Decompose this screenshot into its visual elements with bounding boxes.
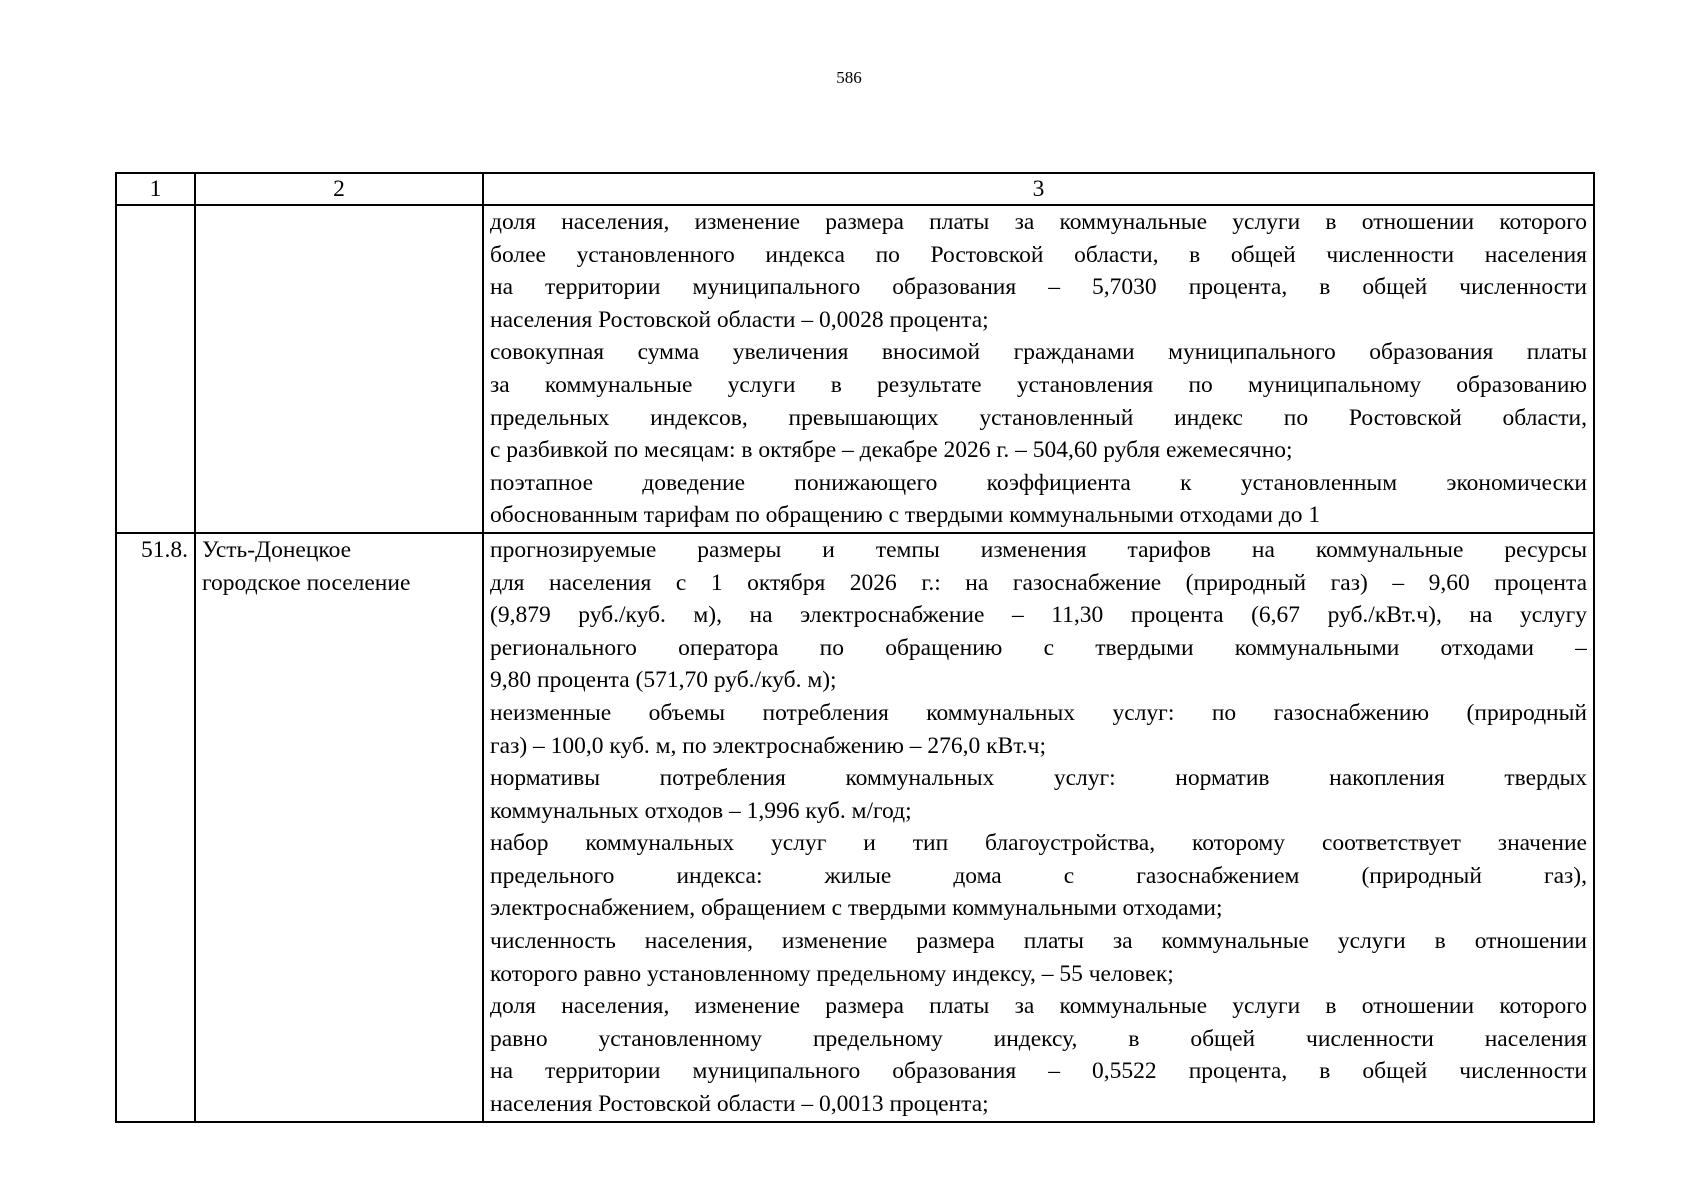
text-line: прогнозируемые размеры и темпы изменения тарифов на коммунальные ресурсы xyxy=(490,536,1587,563)
paragraph xyxy=(490,990,1587,1120)
text-line: равно установленному предельному индексу, в общей численности населения xyxy=(490,1025,1587,1052)
text-line: за коммунальные услуги в результате установления по муниципальному образованию xyxy=(490,371,1587,398)
text-line: газ) – 100,0 куб. м, по электроснабжению – 276,0 кВт.ч; xyxy=(490,732,1046,759)
text-line: численность населения, изменение размера платы за коммунальные услуги в отношении xyxy=(490,928,1587,955)
municipality-name-line: Усть-Донецкое xyxy=(202,536,352,563)
description-cell xyxy=(483,533,1594,1122)
municipality-name-cell xyxy=(195,205,483,533)
text-line: коммунальных отходов – 1,996 куб. м/год; xyxy=(490,797,912,824)
text-line: (9,879 руб./куб. м), на электроснабжение – 11,30 процента (6,67 руб./кВт.ч), на услугу xyxy=(490,602,1587,629)
text-line: совокупная сумма увеличения вносимой гражданами муниципального образования платы xyxy=(490,339,1587,366)
row-number-cell xyxy=(116,205,195,533)
paragraph xyxy=(490,827,1587,925)
page-number: 586 xyxy=(836,68,862,87)
text-line: доля населения, изменение размера платы за коммунальные услуги в отношении которого xyxy=(490,209,1587,235)
text-line: которого равно установленному предельному индексу, – 55 человек; xyxy=(490,960,1174,987)
text-line: более установленного индекса по Ростовской области, в общей численности населения xyxy=(490,241,1587,268)
text-line: набор коммунальных услуг и тип благоустройства, которому соответствует значение xyxy=(490,830,1587,857)
document-table xyxy=(115,172,1595,1123)
text-line: обоснованным тарифам по обращению с твердыми коммунальными отходами до 1 xyxy=(490,502,1321,529)
text-line: на территории муниципального образования – 0,5522 процента, в общей численности xyxy=(490,1058,1587,1085)
paragraph xyxy=(490,762,1587,827)
table-row xyxy=(116,205,1594,533)
header-col-2: 2 xyxy=(195,173,483,205)
paragraph xyxy=(490,534,1587,697)
text-line: на территории муниципального образования – 5,7030 процента, в общей численности xyxy=(490,274,1587,301)
paragraph xyxy=(490,336,1587,466)
paragraph xyxy=(490,206,1587,336)
table-header-row xyxy=(116,173,1594,205)
paragraph xyxy=(490,467,1587,532)
header-col-3: 3 xyxy=(483,173,1594,205)
text-line: предельного индекса: жилые дома с газоснабжением (природный газ), xyxy=(490,862,1587,889)
text-line: предельных индексов, превышающих установленный индекс по Ростовской области, xyxy=(490,404,1587,431)
text-line: населения Ростовской области – 0,0028 процента; xyxy=(490,306,989,333)
header-col-1: 1 xyxy=(116,173,195,205)
text-line: доля населения, изменение размера платы за коммунальные услуги в отношении которого xyxy=(490,993,1587,1020)
description-cell xyxy=(483,205,1594,533)
text-line: населения Ростовской области – 0,0013 процента; xyxy=(490,1091,989,1118)
text-line: поэтапное доведение понижающего коэффициента к установленным экономически xyxy=(490,469,1587,496)
text-line: 9,80 процента (571,70 руб./куб. м); xyxy=(490,667,837,694)
text-line: нормативы потребления коммунальных услуг: норматив накопления твердых xyxy=(490,765,1587,792)
paragraph xyxy=(490,925,1587,990)
paragraph xyxy=(490,697,1587,762)
text-line: регионального оператора по обращению с твердыми коммунальными отходами – xyxy=(490,634,1587,661)
text-line: для населения с 1 октября 2026 г.: на газоснабжение (природный газ) – 9,60 процента xyxy=(490,569,1587,596)
text-line: электроснабжением, обращением с твердыми коммунальными отходами; xyxy=(490,895,1223,922)
table-row xyxy=(116,533,1594,1122)
text-line: с разбивкой по месяцам: в октябре – декабре 2026 г. – 504,60 рубля ежемесячно; xyxy=(490,437,1293,464)
municipality-name-line: городское поселение xyxy=(202,569,411,596)
row-number-cell: 51.8. xyxy=(116,533,195,1122)
municipality-name-cell xyxy=(195,533,483,1122)
text-line: неизменные объемы потребления коммунальных услуг: по газоснабжению (природный xyxy=(490,699,1587,726)
